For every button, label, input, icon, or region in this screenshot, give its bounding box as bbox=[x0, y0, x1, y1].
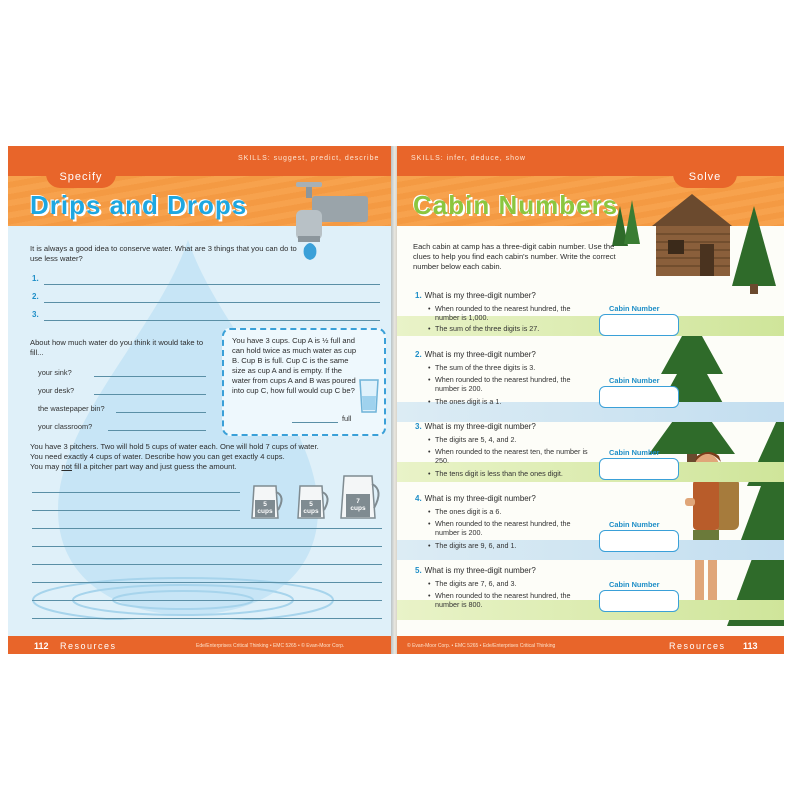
q3-cabin-input[interactable] bbox=[599, 458, 679, 480]
q4-cabin-input[interactable] bbox=[599, 530, 679, 552]
q3-clue-3: • The tens digit is less than the ones digit. bbox=[435, 469, 605, 478]
pitcher-answer-line-2[interactable] bbox=[32, 510, 240, 511]
q3-cabin-label: Cabin Number bbox=[609, 448, 660, 457]
q2-cabin-label: Cabin Number bbox=[609, 376, 660, 385]
pitcher-answer-line-4[interactable] bbox=[32, 546, 382, 547]
answer-line-2[interactable] bbox=[44, 302, 380, 303]
cups-answer-suffix: full bbox=[342, 414, 352, 423]
left-page-title: Drips and Drops bbox=[30, 190, 248, 220]
pitcher-text bbox=[30, 442, 380, 472]
left-page-number: 112 bbox=[34, 641, 49, 651]
pitcher-answer-line-8[interactable] bbox=[32, 618, 382, 619]
right-page-title: Cabin Numbers bbox=[413, 190, 619, 220]
pitcher-answer-line-7[interactable] bbox=[32, 600, 382, 601]
pitcher-2-num: 5 bbox=[309, 501, 313, 508]
glass-icon bbox=[358, 378, 380, 414]
q5-clue-1: • The digits are 7, 6, and 3. bbox=[435, 579, 595, 588]
left-footer-credit: Ede/Enterprises Critical Thinking • EMC 5265 • © Evan-Moor Corp. bbox=[196, 643, 345, 649]
right-footer-resources: Resources bbox=[669, 641, 726, 651]
fill-item-wastepaper-bin: the wastepaper bin? bbox=[38, 404, 105, 413]
pitcher-answer-line-6[interactable] bbox=[32, 582, 382, 583]
right-intro-text: Each cabin at camp has a three-digit cabin number. Use the clues to help you find each cabin's number. Write the correct number below each cabin. bbox=[413, 242, 616, 271]
pitcher-1-unit: cups bbox=[257, 508, 273, 515]
answer-line-3[interactable] bbox=[44, 320, 380, 321]
pitcher-3-num: 7 bbox=[356, 498, 360, 505]
q2-cabin-input[interactable] bbox=[599, 386, 679, 408]
q4-clue-3: • The digits are 9, 6, and 1. bbox=[435, 541, 595, 550]
q5-clue-2: • When rounded to the nearest hundred, the number is 800. bbox=[435, 591, 595, 609]
fill-line-wastepaper-bin[interactable] bbox=[116, 412, 206, 413]
pitcher-text-line-1: You have 3 pitchers. Two will hold 5 cups of water each. One will hold 7 cups of water. bbox=[30, 442, 319, 451]
pitcher-answer-line-3[interactable] bbox=[32, 528, 382, 529]
q2-title: 2. What is my three-digit number? bbox=[415, 350, 536, 359]
pitcher-3 bbox=[338, 472, 382, 527]
right-page-number: 113 bbox=[743, 641, 758, 651]
right-page bbox=[397, 146, 784, 654]
fill-line-classroom[interactable] bbox=[108, 430, 206, 431]
q2-clue-1: • The sum of the three digits is 3. bbox=[435, 363, 595, 372]
pitcher-text-line-2: You need exactly 4 cups of water. Describe how you can get exactly 4 cups. bbox=[30, 452, 285, 461]
q4-clue-1: • The ones digit is a 6. bbox=[435, 507, 595, 516]
right-tab-solve: Solve bbox=[673, 162, 737, 188]
q5-cabin-label: Cabin Number bbox=[609, 580, 660, 589]
pitcher-1-num: 5 bbox=[263, 501, 267, 508]
answer-number-3: 3. bbox=[32, 310, 39, 319]
answer-number-2: 2. bbox=[32, 292, 39, 301]
fill-item-classroom: your classroom? bbox=[38, 422, 93, 431]
cups-puzzle-text: You have 3 cups. Cup A is ½ full and can hold twice as much water as cup B. Cup B is full. Cup C is the same size as cup A and is empty. If the water from cups A and B was poured into cup C, how full would cup C be? bbox=[232, 336, 357, 395]
q1-title: 1. What is my three-digit number? bbox=[415, 291, 536, 300]
left-skills-label: SKILLS: suggest, predict, describe bbox=[238, 155, 380, 162]
q3-clue-1: • The digits are 5, 4, and 2. bbox=[435, 435, 595, 444]
answer-number-1: 1. bbox=[32, 274, 39, 283]
left-tab-specify: Specify bbox=[46, 162, 116, 188]
q1-clue-1: • When rounded to the nearest hundred, the number is 1,000. bbox=[435, 304, 585, 322]
q2-clue-3: • The ones digit is a 1. bbox=[435, 397, 595, 406]
open-workbook bbox=[8, 146, 784, 654]
q4-title: 4. What is my three-digit number? bbox=[415, 494, 536, 503]
left-footer-resources: Resources bbox=[60, 641, 117, 651]
fill-item-sink: your sink? bbox=[38, 368, 72, 377]
log-cabin-illustration bbox=[602, 186, 784, 296]
pitcher-2-unit: cups bbox=[303, 508, 319, 515]
q5-cabin-input[interactable] bbox=[599, 590, 679, 612]
answer-line-1[interactable] bbox=[44, 284, 380, 285]
pitcher-2 bbox=[294, 482, 330, 527]
fill-prompt: About how much water do you think it would take to fill... bbox=[30, 338, 204, 357]
left-page bbox=[8, 146, 393, 654]
q4-cabin-label: Cabin Number bbox=[609, 520, 660, 529]
q5-title: 5. What is my three-digit number? bbox=[415, 566, 536, 575]
fill-line-desk[interactable] bbox=[94, 394, 206, 395]
right-skills-label: SKILLS: infer, deduce, show bbox=[411, 155, 526, 162]
left-intro-text: It is always a good idea to conserve water. What are 3 things that you can do to use less water? bbox=[30, 244, 297, 263]
q4-clue-2: • When rounded to the nearest hundred, the number is 200. bbox=[435, 519, 595, 537]
fill-line-sink[interactable] bbox=[94, 376, 206, 377]
q2-clue-2: • When rounded to the nearest hundred, the number is 200. bbox=[435, 375, 595, 393]
cups-puzzle-box bbox=[222, 328, 386, 436]
q1-cabin-input[interactable] bbox=[599, 314, 679, 336]
pitcher-1 bbox=[248, 482, 284, 527]
q3-title: 3. What is my three-digit number? bbox=[415, 422, 536, 431]
q3-clue-2: • When rounded to the nearest ten, the number is 250. bbox=[435, 447, 595, 465]
pitcher-answer-line-5[interactable] bbox=[32, 564, 382, 565]
q1-clue-2: • The sum of the three digits is 27. bbox=[435, 324, 585, 333]
right-footer-credit: © Evan-Moor Corp. • EMC 5265 • Ede/Enterprises Critical Thinking bbox=[407, 643, 556, 649]
cups-answer-line[interactable] bbox=[292, 422, 338, 423]
pitcher-text-line-3: You may not fill a pitcher part way and just guess the amount. bbox=[30, 462, 237, 471]
pitcher-3-unit: cups bbox=[350, 505, 366, 512]
fill-item-desk: your desk? bbox=[38, 386, 75, 395]
pitcher-answer-line-1[interactable] bbox=[32, 492, 240, 493]
q1-cabin-label: Cabin Number bbox=[609, 304, 660, 313]
